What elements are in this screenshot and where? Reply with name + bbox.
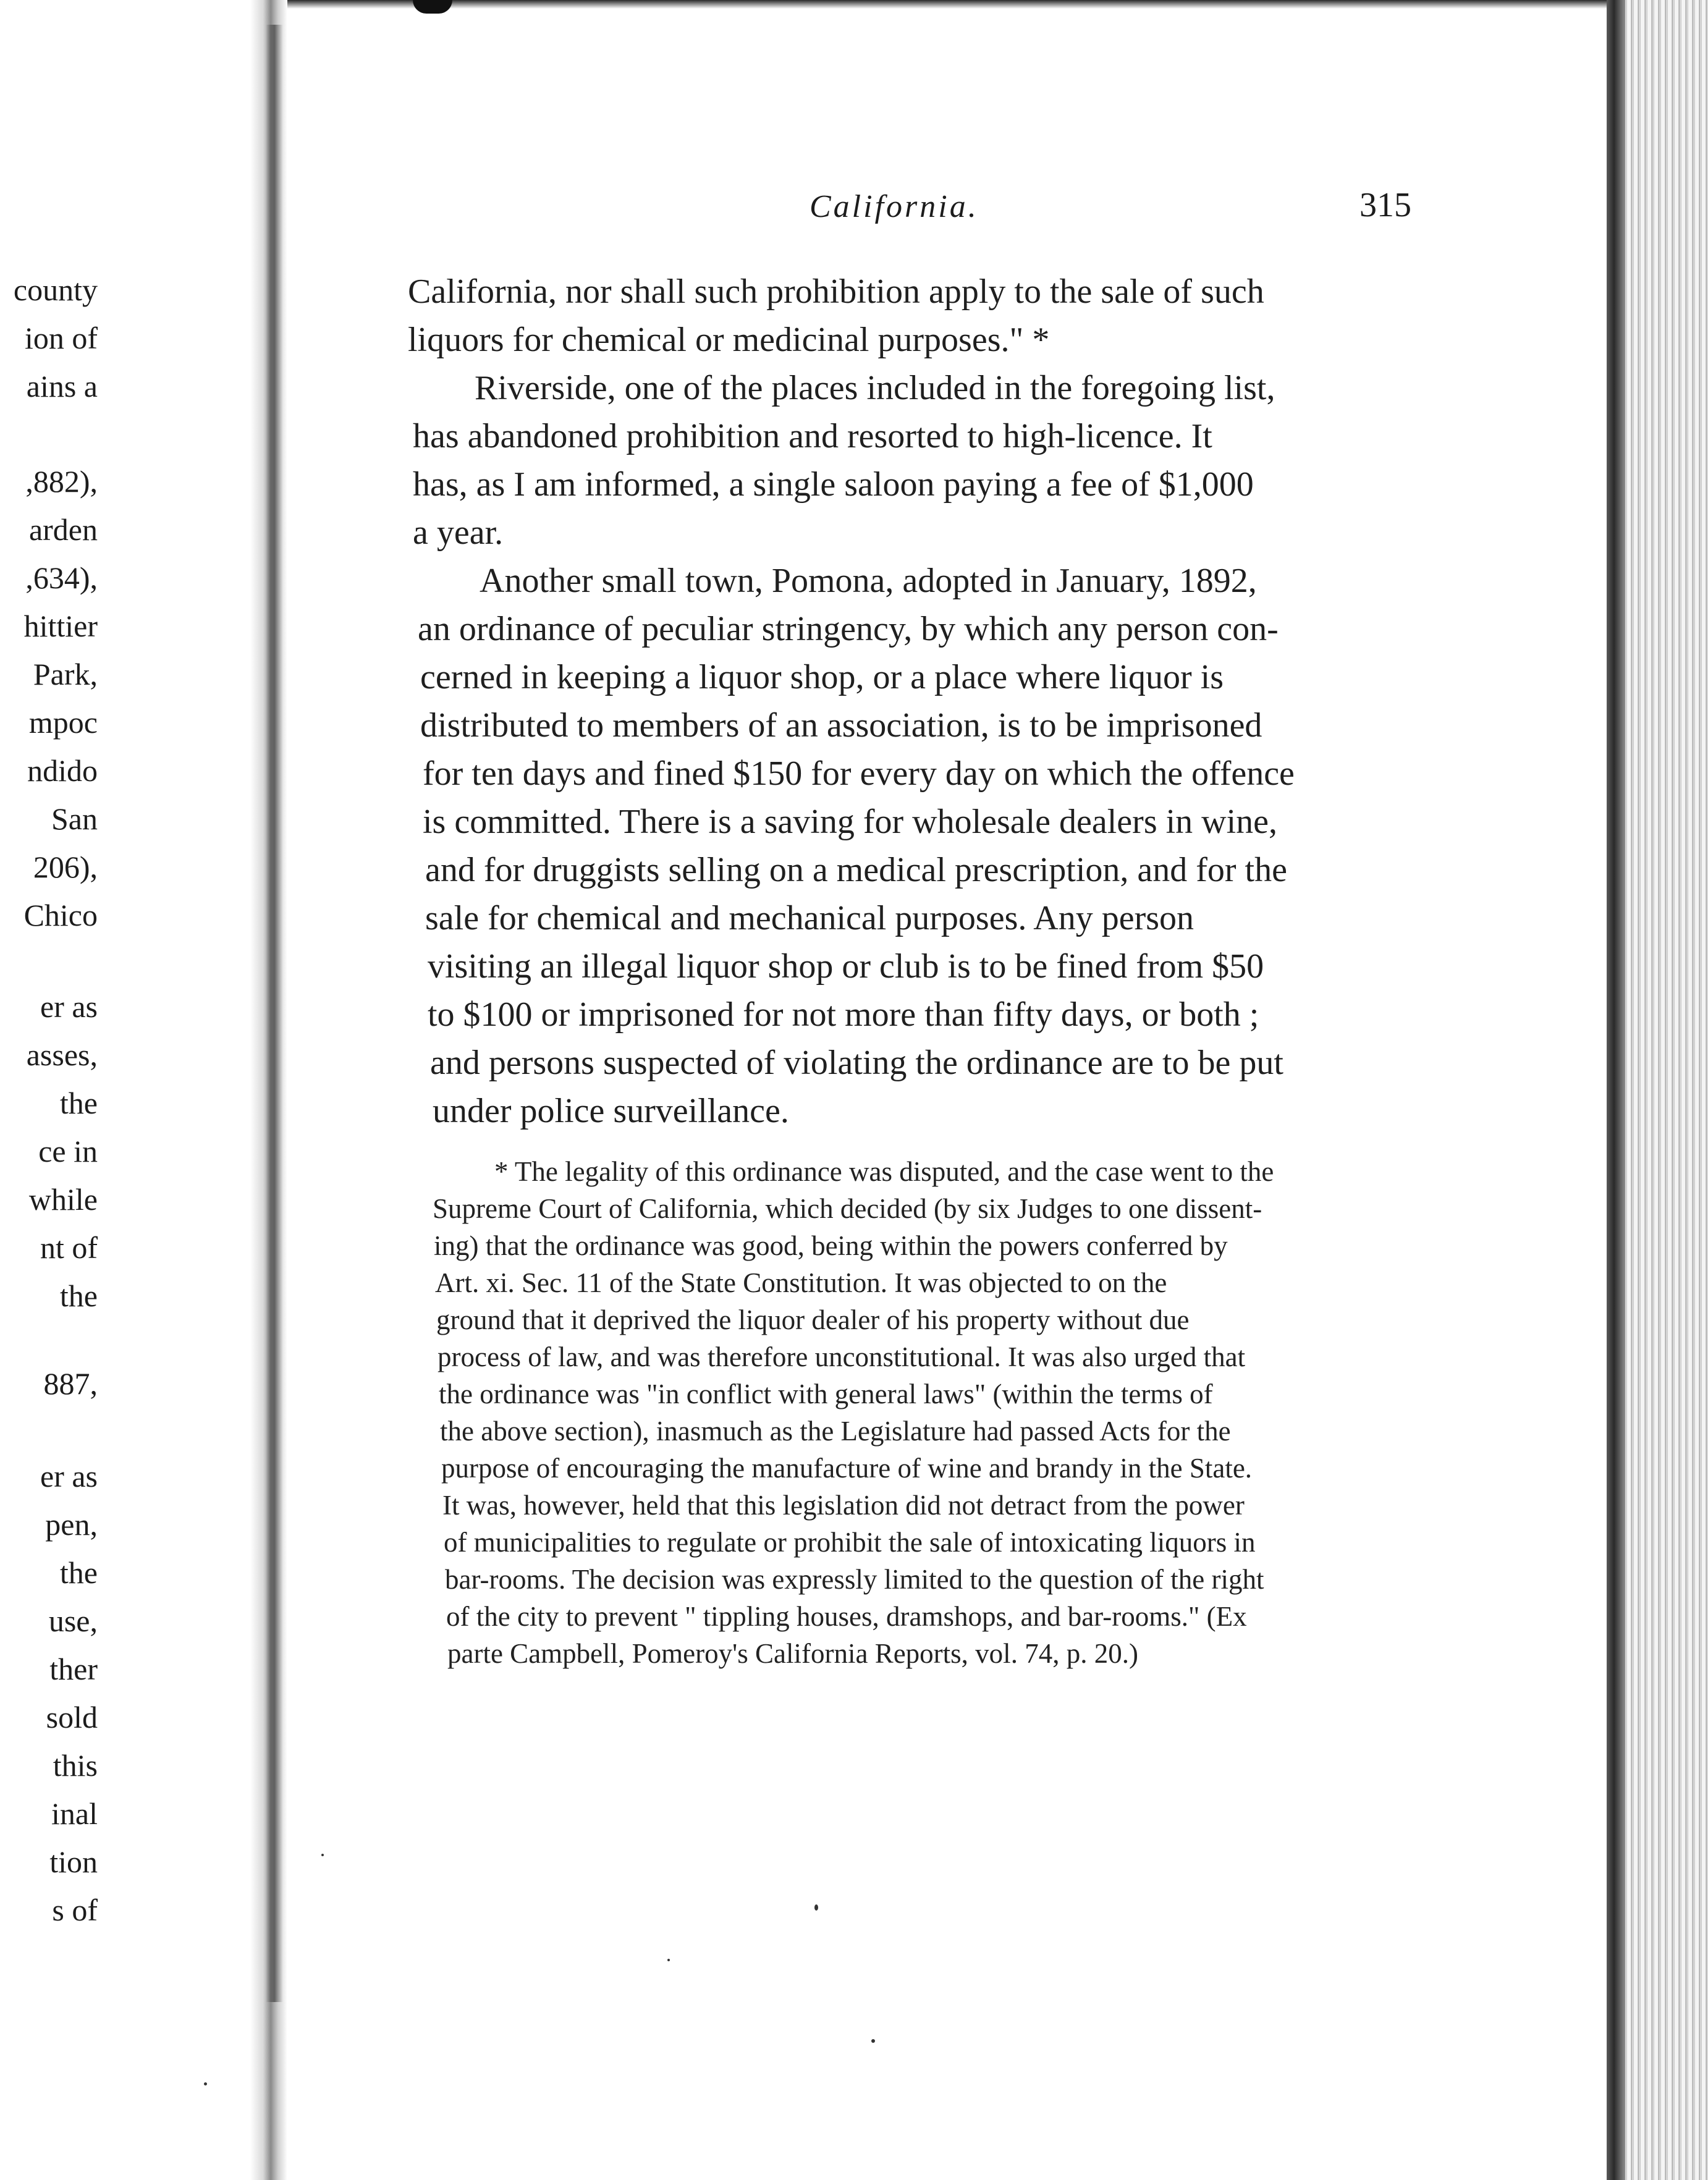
body-text-line: cerned in keeping a liquor shop, or a place where liquor is — [420, 658, 1224, 696]
left-page-line: er as — [40, 1459, 98, 1493]
left-page-line: the — [59, 1278, 98, 1313]
footnote-line: Supreme Court of California, which decided (by six Judges to one dissent- — [433, 1193, 1262, 1224]
footnote-line: * The legality of this ordinance was disputed, and the case went to the — [494, 1156, 1274, 1187]
left-page-line: county — [13, 272, 98, 307]
scan-speck — [667, 1959, 670, 1961]
body-text-line: and for druggists selling on a medical prescription, and for the — [425, 851, 1287, 889]
left-page-line: sold — [46, 1700, 98, 1734]
left-page-line: asses, — [26, 1037, 98, 1072]
scan-speck — [871, 2039, 875, 2043]
left-page-line: ains a — [26, 369, 98, 403]
left-page-line: pen, — [45, 1507, 98, 1542]
footnote-line: Art. xi. Sec. 11 of the State Constitution. It was objected to on the — [435, 1267, 1167, 1298]
body-text-line: has abandoned prohibition and resorted to high-licence. It — [413, 417, 1212, 455]
left-page-line: use, — [48, 1603, 98, 1638]
body-text-line: to $100 or imprisoned for not more than fifty days, or both ; — [428, 995, 1259, 1034]
footnote-line: It was, however, held that this legislation did not detract from the power — [442, 1490, 1245, 1521]
footnote-line: bar-rooms. The decision was expressly limited to the question of the right — [445, 1564, 1264, 1595]
footnote-line: the ordinance was "in conflict with general laws" (within the terms of — [439, 1379, 1213, 1409]
body-text-line: and persons suspected of violating the ordinance are to be put — [430, 1044, 1283, 1082]
scan-speck — [321, 1854, 324, 1856]
body-text-line: for ten days and fined $150 for every day on which the offence — [423, 754, 1295, 793]
left-page-line: nt of — [40, 1230, 98, 1265]
left-facing-page — [0, 0, 272, 2180]
footnote-line: process of law, and was therefore unconstitutional. It was also urged that — [438, 1341, 1246, 1372]
left-page-line: tion — [49, 1844, 98, 1879]
page-number: 315 — [1359, 186, 1411, 224]
footnote-line: ground that it deprived the liquor dealer of his property without due — [436, 1304, 1190, 1335]
left-page-line: while — [28, 1182, 98, 1217]
left-page-line: ,634), — [25, 560, 98, 595]
left-page-line: ndido — [27, 753, 98, 788]
left-page-line: ther — [49, 1652, 98, 1686]
left-page-line: ion of — [24, 321, 98, 355]
body-text-line: Another small town, Pomona, adopted in January, 1892, — [480, 562, 1257, 600]
footnote-line: of municipalities to regulate or prohibit the sale of intoxicating liquors in — [444, 1527, 1256, 1558]
left-page-line: s of — [52, 1893, 98, 1927]
body-text-line: liquors for chemical or medicinal purposes." * — [408, 321, 1050, 359]
body-text-line: has, as I am informed, a single saloon paying a fee of $1,000 — [413, 465, 1254, 504]
body-text-line: Riverside, one of the places included in the foregoing list, — [475, 369, 1275, 407]
gutter-shadow — [266, 25, 283, 2002]
left-page-line: 206), — [33, 850, 98, 884]
scan-speck — [814, 1904, 818, 1911]
left-page-line: the — [59, 1555, 98, 1590]
left-page-line: ce in — [38, 1134, 98, 1168]
left-page-line: Chico — [23, 898, 98, 932]
left-page-line: the — [59, 1086, 98, 1120]
body-text-line: visiting an illegal liquor shop or club is to be fined from $50 — [428, 947, 1264, 986]
left-page-line: San — [51, 801, 98, 836]
left-page-line: hittier — [23, 609, 98, 643]
footnote-line: parte Campbell, Pomeroy's California Reports, vol. 74, p. 20.) — [447, 1638, 1138, 1669]
page-edge-shadow — [1607, 0, 1625, 2180]
left-page-line: inal — [51, 1796, 98, 1831]
left-page-line: Park, — [33, 657, 98, 691]
footnote-line: the above section), inasmuch as the Legislature had passed Acts for the — [440, 1416, 1231, 1447]
running-head: California. — [810, 189, 979, 224]
scan-speck — [204, 2082, 207, 2085]
left-page-line: this — [53, 1748, 98, 1783]
footnote-line: of the city to prevent " tippling houses, dramshops, and bar-rooms." (Ex — [446, 1601, 1247, 1632]
left-page-line: ,882), — [25, 464, 98, 499]
top-ink-blot — [413, 0, 452, 14]
left-page-line: mpoc — [28, 705, 98, 740]
body-text-line: sale for chemical and mechanical purposes. Any person — [425, 899, 1194, 937]
body-text-line: an ordinance of peculiar stringency, by which any person con- — [418, 610, 1279, 648]
footnote-line: purpose of encouraging the manufacture of wine and brandy in the State. — [441, 1453, 1253, 1484]
footnote-line: ing) that the ordinance was good, being within the powers conferred by — [434, 1230, 1228, 1261]
body-text-line: California, nor shall such prohibition apply to the sale of such — [408, 272, 1264, 311]
left-page-line: 887, — [43, 1366, 98, 1401]
body-text-line: is committed. There is a saving for wholesale dealers in wine, — [423, 803, 1278, 841]
left-page-line: arden — [28, 512, 98, 547]
body-text-line: distributed to members of an association, is to be imprisoned — [420, 706, 1262, 745]
top-edge-shadow — [272, 0, 1619, 9]
left-page-line: er as — [40, 989, 98, 1024]
body-text-line: a year. — [413, 513, 504, 552]
body-text-line: under police surveillance. — [433, 1092, 789, 1130]
